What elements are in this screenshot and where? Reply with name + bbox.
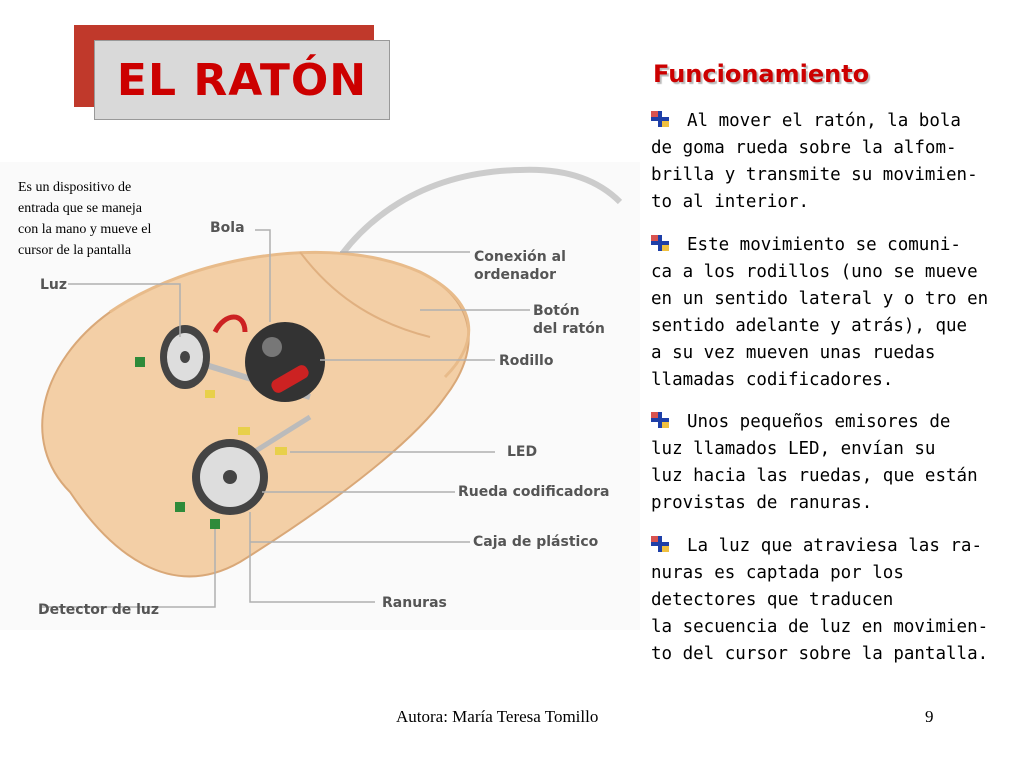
paragraph-4	[651, 533, 1016, 668]
label-luz: Luz	[40, 277, 68, 293]
paragraph-line: a su vez mueven unas ruedas	[651, 343, 936, 363]
label-ranuras: Ranuras	[382, 595, 447, 611]
footer-author: Autora: María Teresa Tomillo	[396, 707, 599, 726]
paragraph-line: en un sentido lateral y o tro en	[651, 289, 989, 309]
label-rueda: Rueda codificadora	[458, 484, 610, 500]
mouse-body	[42, 252, 469, 576]
label-boton-line: Botón	[533, 303, 580, 319]
paragraph-line: llamadas codificadores.	[651, 370, 894, 390]
label-boton-line: del ratón	[533, 321, 605, 337]
cross-bullet-icon	[651, 534, 669, 550]
paragraph-line: brilla y transmite su movimien-	[651, 165, 978, 185]
paragraph-line: La luz que atraviesa las ra-	[687, 536, 983, 556]
paragraph-line: de goma rueda sobre la alfom-	[651, 138, 957, 158]
cross-bullet-icon	[651, 109, 669, 125]
label-detector: Detector de luz	[38, 602, 159, 618]
paragraph-line: sentido adelante y atrás), que	[651, 316, 968, 336]
caption-line: con la mano y mueve el	[18, 222, 152, 237]
paragraph-line: to al interior.	[651, 192, 810, 212]
cross-bullet-icon	[651, 410, 669, 426]
caption-line: Es un dispositivo de	[18, 180, 132, 195]
section-title: Funcionamiento	[653, 60, 870, 88]
cross-bullet-icon	[651, 233, 669, 249]
label-conexion	[474, 248, 566, 284]
paragraph-line: detectores que traducen	[651, 590, 894, 610]
figure-caption	[18, 177, 198, 261]
paragraph-line: ca a los rodillos (uno se mueve	[651, 262, 978, 282]
slide-title: EL RATÓN	[116, 54, 368, 106]
ball-icon	[245, 322, 325, 402]
paragraph-line: Unos pequeños emisores de	[687, 412, 951, 432]
paragraph-line: provistas de ranuras.	[651, 493, 873, 513]
paragraph-line: Este movimiento se comuni-	[687, 235, 961, 255]
paragraph-line: Al mover el ratón, la bola	[687, 111, 961, 131]
page-number: 9	[925, 707, 934, 726]
paragraph-line: la secuencia de luz en movimien-	[651, 617, 989, 637]
paragraph-3	[651, 409, 1016, 517]
caption-line: cursor de la pantalla	[18, 243, 132, 258]
paragraph-2	[651, 232, 1016, 394]
title-box	[94, 40, 390, 120]
paragraph-line: nuras es captada por los	[651, 563, 904, 583]
paragraph-1	[651, 108, 1016, 216]
caption-line: entrada que se maneja	[18, 201, 142, 216]
label-conexion-line: ordenador	[474, 267, 556, 283]
label-bola: Bola	[210, 220, 245, 236]
label-boton	[533, 302, 605, 338]
label-caja: Caja de plástico	[473, 534, 599, 550]
paragraph-line: to del cursor sobre la pantalla.	[651, 644, 989, 664]
label-rodillo: Rodillo	[499, 353, 554, 369]
label-led: LED	[507, 444, 538, 460]
label-conexion-line: Conexión al	[474, 249, 566, 265]
paragraph-line: luz llamados LED, envían su	[651, 439, 936, 459]
paragraph-line: luz hacia las ruedas, que están	[651, 466, 978, 486]
